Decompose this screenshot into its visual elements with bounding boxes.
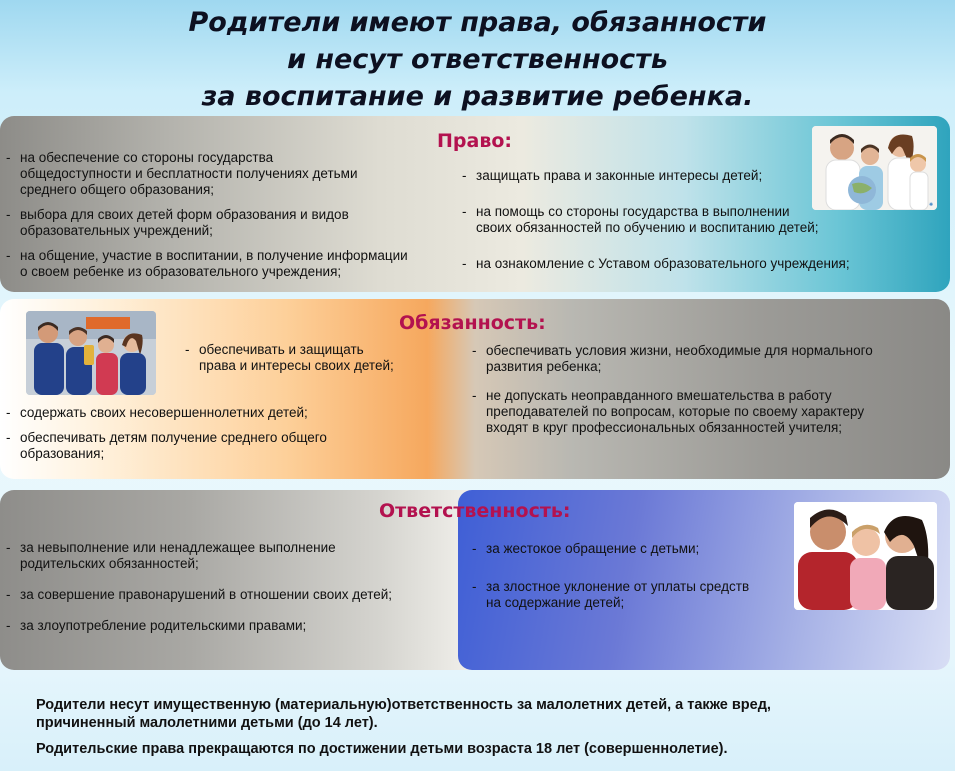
list-item: - на обеспечение со стороны государства общедоступности и бесплатности получениях детьми среднего общего образования;: [4, 150, 408, 198]
family-sports-illustration: [26, 311, 156, 395]
footer-line-1: Родители несут имущественную (материальную)ответственность за малолетних детей, а также вред,: [36, 697, 771, 713]
list-item: - не допускать неоправданного вмешательства в работу преподавателей по вопросам, которые по своему характеру входят в круг профессиональных обязанностей учителя;: [470, 388, 873, 436]
footer-line-2: причиненный малолетними детьми (до 14 лет).: [36, 715, 378, 731]
list-item: - на общение, участие в воспитании, в получение информации о своем ребенке из образовательного учреждения;: [4, 248, 408, 280]
family-sports-photo: [26, 311, 156, 395]
duties-left-list: [4, 405, 327, 462]
svg-text:✺: ✺: [929, 202, 934, 208]
list-item: - за жестокое обращение с детьми;: [470, 541, 749, 557]
family-illustration: [812, 126, 937, 210]
parents-child-photo: [794, 502, 937, 610]
responsibility-heading: Ответственность:: [379, 500, 571, 522]
footer-line-3: Родительские права прекращаются по достижении детьми возраста 18 лет (совершеннолетие).: [36, 741, 728, 757]
duties-heading: Обязанность:: [399, 312, 546, 334]
list-item: - обеспечивать и защищать права и интересы своих детей;: [183, 342, 394, 374]
page-title: [0, 4, 955, 115]
responsibility-right-list: [470, 541, 749, 611]
responsibility-left-list: [4, 540, 392, 634]
duties-center-list: [183, 342, 394, 374]
title-line-2: и несут ответственность: [287, 44, 668, 75]
list-item: - на ознакомление с Уставом образовательного учреждения;: [460, 256, 850, 272]
list-item: - за невыполнение или ненадлежащее выполнение родительских обязанностей;: [4, 540, 392, 572]
family-photo: [812, 126, 937, 210]
list-item: - содержать своих несовершеннолетних детей;: [4, 405, 327, 421]
list-item: - за злостное уклонение от уплаты средств на содержание детей;: [470, 579, 749, 611]
list-item: - за совершение правонарушений в отношении своих детей;: [4, 587, 392, 603]
duties-right-list: [470, 343, 873, 436]
title-line-1: Родители имеют права, обязанности: [188, 7, 767, 38]
list-item: - на помощь со стороны государства в выполнении своих обязанностей по обучению и воспитанию детей;: [460, 204, 850, 236]
list-item: - обеспечивать детям получение среднего общего образования;: [4, 430, 327, 462]
rights-right-list: [460, 168, 850, 272]
rights-heading: Право:: [437, 130, 512, 152]
list-item: - защищать права и законные интересы детей;: [460, 168, 850, 184]
title-line-3: за воспитание и развитие ребенка.: [201, 81, 754, 112]
list-item: - обеспечивать условия жизни, необходимые для нормального развития ребенка;: [470, 343, 873, 375]
list-item: - за злоупотребление родительскими правами;: [4, 618, 392, 634]
rights-left-list: [4, 150, 408, 280]
parents-child-illustration: [794, 502, 937, 610]
list-item: - выбора для своих детей форм образования и видов образовательных учреждений;: [4, 207, 408, 239]
